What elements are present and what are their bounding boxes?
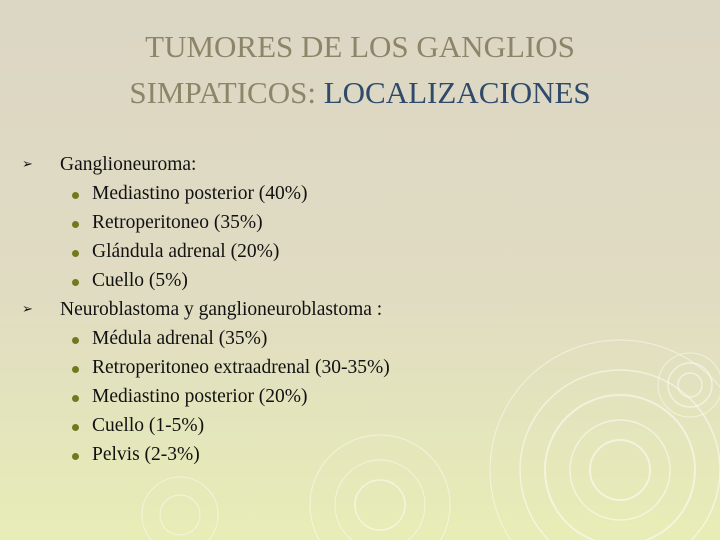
list-item-text: Retroperitoneo extraadrenal (30-35%) — [92, 357, 390, 378]
arrow-right-icon: ➢ — [22, 302, 33, 317]
title-line-1: TUMORES DE LOS GANGLIOS — [145, 29, 575, 64]
dot-icon — [72, 366, 79, 373]
list-item — [22, 353, 702, 382]
list-item-text: Glándula adrenal (20%) — [92, 241, 280, 262]
section-heading-text: Neuroblastoma y ganglioneuroblastoma : — [60, 299, 383, 320]
section-heading-ganglioneuroma — [22, 150, 702, 179]
list-item-text: Retroperitoneo (35%) — [92, 212, 263, 233]
list-item-text: Mediastino posterior (20%) — [92, 386, 308, 407]
dot-icon — [72, 395, 79, 402]
title-line-2-prefix: SIMPATICOS: — [129, 75, 324, 110]
list-item — [22, 179, 702, 208]
list-item-text: Mediastino posterior (40%) — [92, 183, 308, 204]
dot-icon — [72, 250, 79, 257]
dot-icon — [72, 424, 79, 431]
arrow-right-icon: ➢ — [22, 157, 33, 172]
list-item — [22, 266, 702, 295]
list-item-text: Cuello (5%) — [92, 270, 188, 291]
list-item — [22, 208, 702, 237]
slide-content — [22, 150, 702, 469]
dot-icon — [72, 192, 79, 199]
section-heading-neuroblastoma — [22, 295, 702, 324]
title-line-2-accent: LOCALIZACIONES — [323, 75, 591, 110]
list-item — [22, 382, 702, 411]
list-item-text: Médula adrenal (35%) — [92, 328, 268, 349]
list-item-text: Pelvis (2-3%) — [92, 444, 200, 465]
title-line-2 — [0, 70, 720, 116]
list-item-text: Cuello (1-5%) — [92, 415, 205, 436]
section-heading-text: Ganglioneuroma: — [60, 154, 197, 175]
dot-icon — [72, 453, 79, 460]
slide-title — [0, 24, 720, 116]
dot-icon — [72, 279, 79, 286]
dot-icon — [72, 221, 79, 228]
list-item — [22, 237, 702, 266]
list-item — [22, 411, 702, 440]
list-item — [22, 440, 702, 469]
dot-icon — [72, 337, 79, 344]
list-item — [22, 324, 702, 353]
